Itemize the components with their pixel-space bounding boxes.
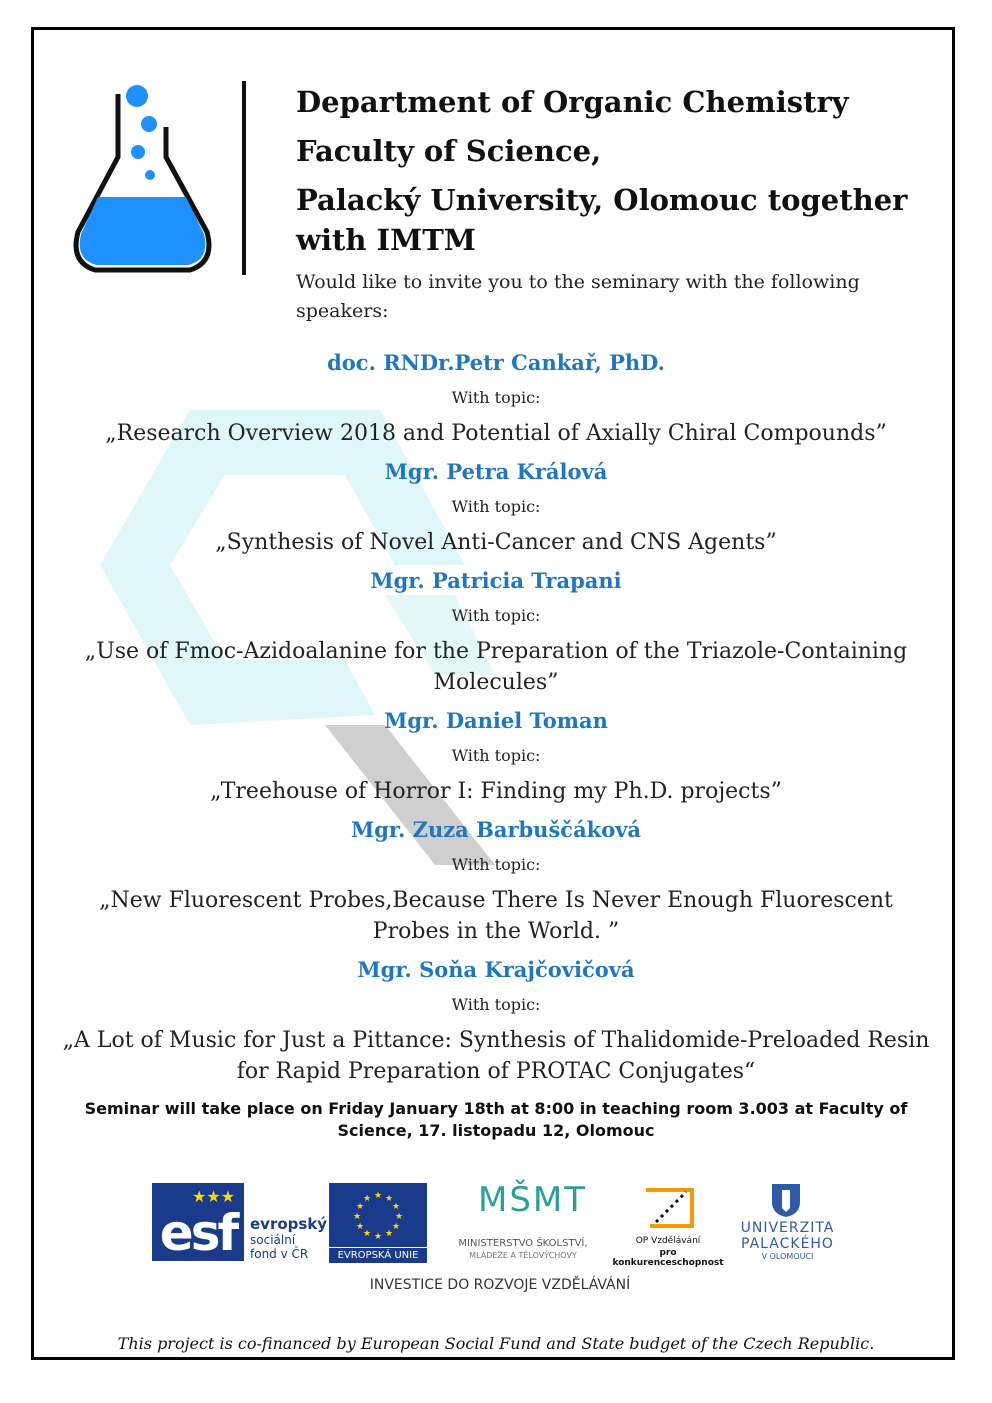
- talk-topic: „Treehouse of Horror I: Finding my Ph.D. projects”: [210, 779, 782, 804]
- up-shield-icon: [770, 1182, 802, 1218]
- talk-topic: „Use of Fmoc-Azidoalanine for the Preparation of the Triazole-Containing Molecules”: [84, 639, 908, 695]
- esf-text: fond v ČR: [250, 1247, 309, 1261]
- speaker-name: Mgr. Petra Králová: [384, 459, 608, 484]
- svg-text:★: ★: [384, 1229, 394, 1239]
- star-icon: ★★★: [192, 1187, 236, 1206]
- speaker-name: Mgr. Soňa Krajčovičová: [357, 957, 635, 982]
- with-topic-label: With topic:: [451, 995, 541, 1014]
- talk-topic: „A Lot of Music for Just a Pittance: Synthesis of Thalidomide-Preloaded Resin for Rapid Preparation of PROTAC Conjugates“: [62, 1028, 930, 1084]
- with-topic-label: With topic:: [451, 606, 541, 625]
- op-text: OP Vzdělávání: [635, 1236, 701, 1246]
- svg-text:★: ★: [355, 1202, 365, 1212]
- seminar-details: Seminar will take place on Friday January 18th at 8:00 in teaching room 3.003 at Faculty of Science, 17. listopadu 12, Olomouc: [84, 1099, 908, 1140]
- up-text: UNIVERZITA: [740, 1220, 835, 1236]
- up-text: V OLOMOUCI: [761, 1252, 814, 1261]
- speaker-name: doc. RNDr.Petr Cankař, PhD.: [327, 350, 665, 375]
- invitation-text: Would like to invite you to the seminary with the following speakers:: [296, 271, 860, 322]
- imtm-title: with IMTM: [296, 223, 476, 257]
- esf-logo: [152, 1183, 328, 1263]
- university-title: Palacký University, Olomouc together: [296, 183, 908, 217]
- svg-text:★: ★: [394, 1212, 404, 1222]
- flask-icon: [70, 82, 215, 277]
- msmt-logo: [438, 1180, 608, 1266]
- esf-mark: esf: [152, 1183, 244, 1261]
- faculty-title: Faculty of Science,: [296, 134, 602, 168]
- eu-text: EVROPSKÁ UNIE: [329, 1248, 427, 1263]
- svg-text:★: ★: [391, 1202, 401, 1212]
- msmt-text: MINISTERSTVO ŠKOLSTVÍ,: [458, 1238, 588, 1249]
- talk-topic: „Research Overview 2018 and Potential of Axially Chiral Compounds”: [105, 421, 887, 446]
- eu-flag-icon: [329, 1183, 427, 1247]
- op-text: pro konkurenceschopnost: [612, 1248, 724, 1268]
- svg-text:★: ★: [355, 1222, 365, 1232]
- msmt-mark: MŠMT: [478, 1180, 588, 1220]
- investice-slogan: INVESTICE DO ROZVOJE VZDĚLÁVÁNÍ: [369, 1277, 631, 1293]
- speaker-name: Mgr. Zuza Barbuščáková: [350, 817, 642, 842]
- with-topic-label: With topic:: [451, 497, 541, 516]
- with-topic-label: With topic:: [451, 746, 541, 765]
- esf-text: sociální: [250, 1233, 296, 1247]
- esf-text: evropský: [250, 1215, 328, 1233]
- header-divider: [242, 81, 246, 275]
- up-logo: [730, 1180, 845, 1266]
- department-title: Department of Organic Chemistry: [296, 85, 849, 119]
- speaker-name: Mgr. Daniel Toman: [384, 708, 608, 733]
- svg-text:★: ★: [352, 1212, 362, 1222]
- op-logo: [612, 1180, 724, 1266]
- eu-logo: [329, 1183, 427, 1263]
- svg-text:★: ★: [373, 1191, 383, 1201]
- svg-text:★: ★: [362, 1229, 372, 1239]
- op-mark-icon: [640, 1182, 702, 1234]
- svg-text:★: ★: [373, 1232, 383, 1242]
- cofinanced-note: This project is co-financed by European Social Fund and State budget of the Czech Republic.: [117, 1334, 875, 1353]
- talk-topic: „New Fluorescent Probes,Because There Is Never Enough Fluorescent Probes in the World. ”: [99, 888, 893, 944]
- msmt-text: MLÁDEŽE A TĚLOVÝCHOVY: [469, 1251, 577, 1260]
- svg-text:★: ★: [362, 1194, 372, 1204]
- with-topic-label: With topic:: [451, 855, 541, 874]
- svg-text:★: ★: [384, 1194, 394, 1204]
- with-topic-label: With topic:: [451, 388, 541, 407]
- svg-text:★: ★: [391, 1222, 401, 1232]
- up-text: PALACKÉHO: [741, 1236, 834, 1252]
- speaker-name: Mgr. Patricia Trapani: [370, 568, 622, 593]
- talk-topic: „Synthesis of Novel Anti-Cancer and CNS Agents”: [215, 530, 777, 555]
